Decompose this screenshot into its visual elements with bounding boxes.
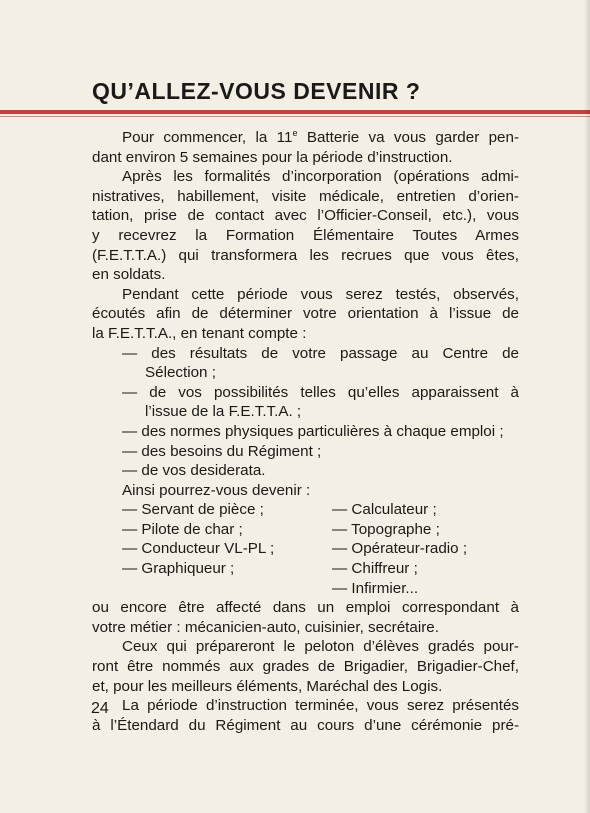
list-item-continuation: l’issue de la F.E.T.T.A. ; [145,403,302,421]
text-line [92,128,519,148]
page-title: QU’ALLEZ-VOUS DEVENIR ? [92,78,421,104]
roles-row [92,500,519,520]
text-line: Pendant cette période vous serez testés, observés, [122,285,519,303]
text-line: (F.E.T.T.A.) qui transformera les recrues que vous êtes, [92,246,519,264]
role-right: — Chiffreur ; [332,560,418,578]
list-item: — des résultats de votre passage au Centre de [122,344,519,362]
role-right: — Topographe ; [332,520,440,538]
list-item-continuation: Sélection ; [145,364,216,382]
role-left: — Conducteur VL-PL ; [122,540,275,558]
text-line: en soldats. [92,266,166,284]
text-line: écoutés afin de déterminer votre orientation à l’issue de [92,305,519,323]
text-line: Ceux qui prépareront le peloton d’élèves gradés pour- [122,638,519,656]
text-line: y recevrez la Formation Élémentaire Toutes Armes [92,226,519,244]
text-line: Après les formalités d’incorporation (opérations admi- [122,168,519,186]
text-line: ou encore être affecté dans un emploi correspondant à [92,599,519,617]
text-line: La période d’instruction terminée, vous serez présentés [122,697,519,715]
text-line: dant environ 5 semaines pour la période d’instruction. [92,148,453,166]
text-line: la F.E.T.T.A., en tenant compte : [92,324,307,342]
list-item: — de vos possibilités telles qu’elles apparaissent à [122,383,519,401]
text-run: Batterie va vous garder pen- [297,129,520,146]
superscript: e [292,128,298,138]
text-run: Pour commencer, la 11 [122,129,293,146]
list-item: — des normes physiques particulières à chaque emploi ; [122,422,504,440]
role-right: — Calculateur ; [332,501,437,519]
page-edge-shadow [584,0,590,813]
role-left-empty [92,579,332,599]
text-line: nistratives, habillement, visite médicale, entretien d’orien- [92,187,519,205]
text-line: votre métier : mécanicien-auto, cuisinier, secrétaire. [92,618,439,636]
list-item: — des besoins du Régiment ; [122,442,322,460]
title-underline [0,110,590,114]
role-left: — Graphiqueur ; [122,560,235,578]
text-line: et, pour les meilleurs éléments, Maréchal des Logis. [92,677,443,695]
list-item: — de vos desiderata. [122,462,266,480]
roles-row [92,579,519,599]
roles-row [92,520,519,540]
roles-row [92,539,519,559]
role-right: — Infirmier... [332,579,419,597]
role-left: — Pilote de char ; [122,520,243,538]
text-line: ront être nommés aux grades de Brigadier, Brigadier-Chef, [92,658,519,676]
page-number: 24 [91,700,109,717]
text-line: à l’Étendard du Régiment au cours d’une cérémonie pré- [92,716,519,734]
roles-row [92,559,519,579]
role-right: — Opérateur-radio ; [332,540,468,558]
title-underline-thin [0,116,590,117]
body-text [92,128,519,735]
role-left: — Servant de pièce ; [122,501,264,519]
text-line: tation, prise de contact avec l’Officier-Conseil, etc.), vous [92,207,519,225]
roles-intro: Ainsi pourrez-vous devenir : [122,481,311,499]
